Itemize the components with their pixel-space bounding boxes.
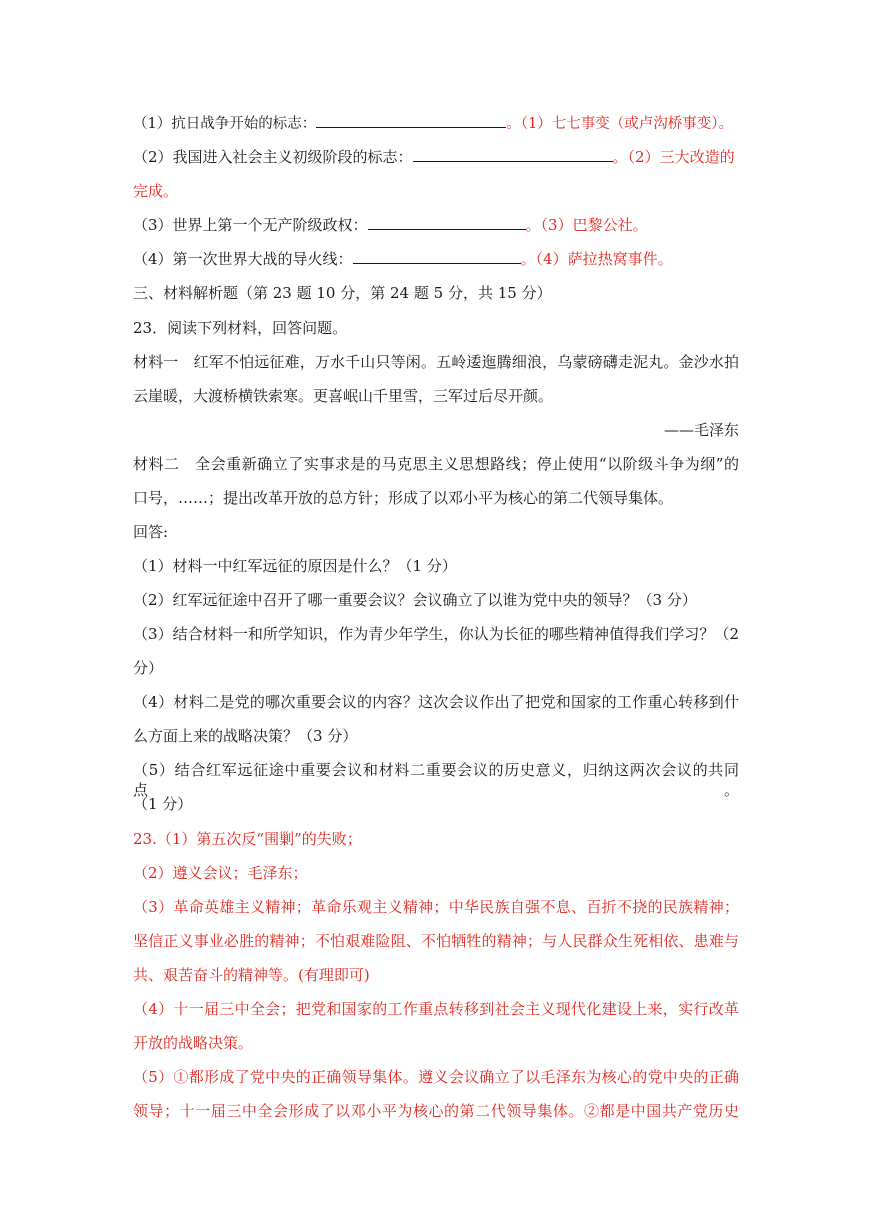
answer-blank (316, 113, 506, 128)
question-3-line2: 分） (133, 659, 164, 677)
answer-blank (368, 215, 526, 230)
question-text: （2）我国进入社会主义初级阶段的标志： (133, 148, 413, 166)
fill-in-q3 (133, 215, 739, 235)
answer-2: （2）遵义会议；毛泽东； (133, 864, 308, 882)
answer-blank (353, 249, 521, 264)
question-3-line1: （3）结合材料一和所学知识，作为青少年学生，你认为长征的哪些精神值得我们学习？（2 (133, 625, 739, 643)
section-title: 三、材料解析题（第 23 题 10 分，第 24 题 5 分，共 15 分） (133, 284, 552, 302)
answer-text: 。（4）萨拉热窝事件。 (520, 250, 673, 268)
answer-3-line2: 坚信正义事业必胜的精神；不怕艰难险阻、不怕牺牲的精神；与人民群众生死相依、患难与 (133, 932, 739, 950)
answer-4-line2: 开放的战略决策。 (133, 1034, 254, 1052)
fill-in-q1 (133, 113, 739, 134)
question-4-line2: 么方面上来的战略决策？（3 分） (133, 727, 358, 745)
question-text: （1）抗日战争开始的标志： (133, 116, 317, 132)
material1-author: ——毛泽东 (663, 421, 739, 439)
material1-line1: 材料一 红军不怕远征难，万水千山只等闲。五岭逶迤腾细浪，乌蒙磅礴走泥丸。金沙水拍 (133, 353, 739, 371)
material1-line2: 云崖暖，大渡桥横铁索寒。更喜岷山千里雪，三军过后尽开颜。 (133, 387, 554, 405)
question-text: （3）世界上第一个无产阶级政权： (133, 216, 368, 234)
question-1: （1）材料一中红军远征的原因是什么？（1 分） (133, 557, 457, 575)
answer-1: 23.（1）第五次反“围剿”的失败； (133, 830, 362, 848)
question-5-line1: （5）结合红军远征途中重要会议和材料二重要会议的历史意义，归纳这两次会议的共同点。 (133, 761, 739, 799)
answer-5-line2: 领导；十一届三中全会形成了以邓小平为核心的第二代领导集体。②都是中国共产党历史 (133, 1102, 739, 1120)
answer-3-line1: （3）革命英雄主义精神；革命乐观主义精神；中华民族自强不息、百折不挠的民族精神； (133, 898, 739, 916)
q23-intro: 23．阅读下列材料，回答问题。 (133, 319, 348, 337)
question-2: （2）红军远征途中召开了哪一重要会议？会议确立了以谁为党中央的领导？（3 分） (133, 591, 697, 609)
fill-in-q2 (133, 147, 739, 167)
answer-blank (413, 147, 613, 162)
fill-in-q2-cont: 完成。 (133, 182, 179, 200)
question-5-line2: （1 分） (133, 795, 193, 813)
fill-in-q4 (133, 249, 739, 269)
answer-3-line3: 共、艰苦奋斗的精神等。(有理即可) (133, 966, 370, 984)
material2-line2: 口号，……；提出改革开放的总方针；形成了以邓小平为核心的第二代领导集体。 (133, 489, 674, 507)
answer-5-line1: （5）①都形成了党中央的正确领导集体。遵义会议确立了以毛泽东为核心的党中央的正确 (133, 1068, 739, 1086)
question-4-line1: （4）材料二是党的哪次重要会议的内容？这次会议作出了把党和国家的工作重心转移到什 (133, 693, 739, 711)
material2-line1: 材料二 全会重新确立了实事求是的马克思主义思想路线；停止使用“以阶级斗争为纲”的 (133, 455, 739, 473)
answer-text: 。（2）三大改造的 (612, 148, 735, 166)
answer-text: 。（3）巴黎公社。 (525, 216, 648, 234)
answer-label: 回答: (133, 523, 169, 541)
answer-4-line1: （4）十一届三中全会；把党和国家的工作重点转移到社会主义现代化建设上来，实行改革 (133, 1000, 739, 1018)
question-text: （4）第一次世界大战的导火线： (133, 250, 353, 268)
answer-text: 。（1）七七事变（或卢沟桥事变）。 (506, 116, 733, 132)
